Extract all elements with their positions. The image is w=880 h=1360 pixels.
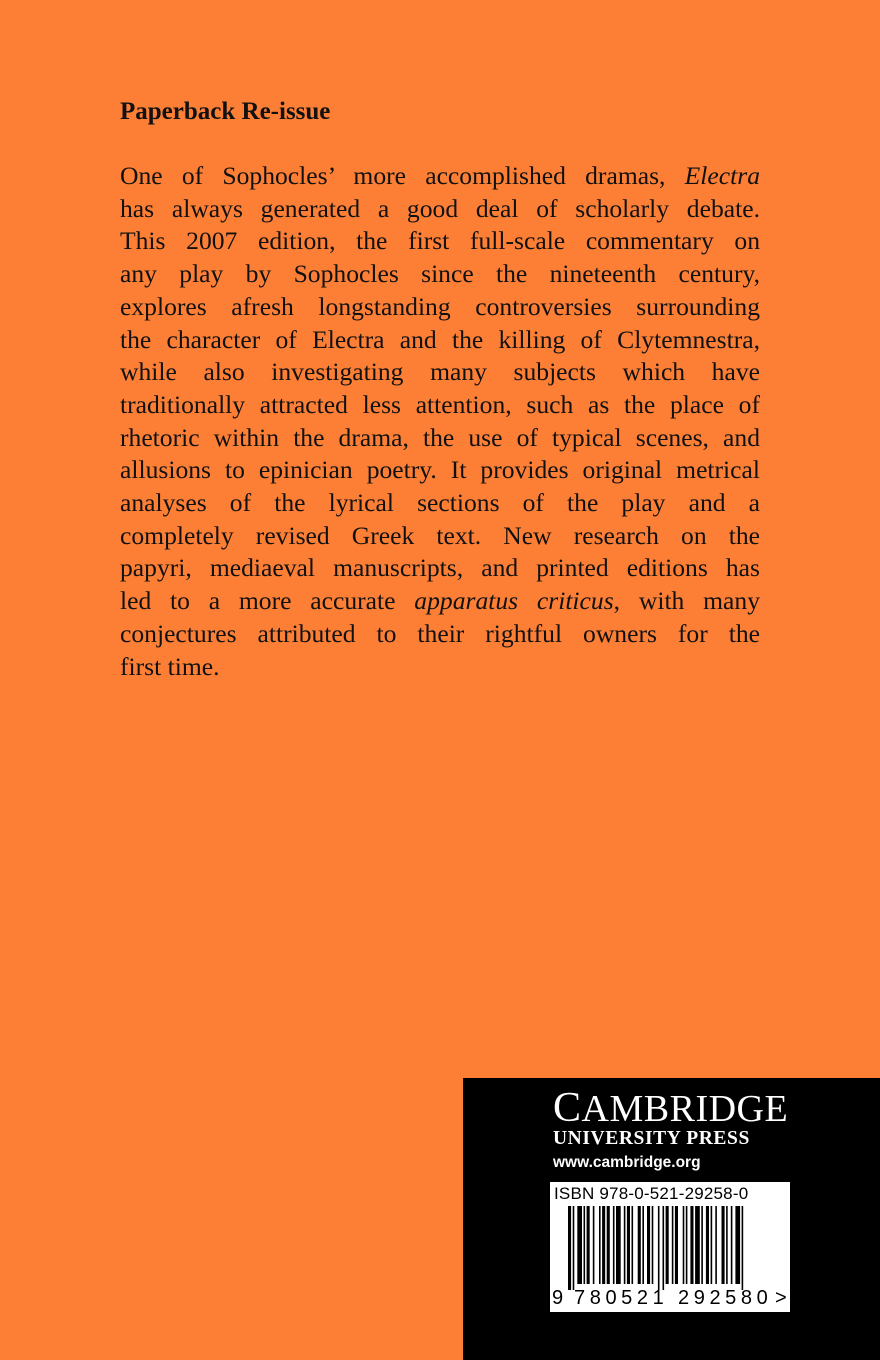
barcode-bar	[593, 1206, 595, 1284]
blurb-line: traditionally attracted less attention, such as the place of	[120, 389, 760, 419]
publisher-subtitle: UNIVERSITY PRESS	[553, 1128, 750, 1149]
barcode-bar	[577, 1206, 582, 1284]
blurb-line: led to a more accurate apparatus criticus, with many	[120, 586, 761, 616]
barcode-digits	[550, 1287, 790, 1311]
barcode-bar	[652, 1206, 654, 1284]
barcode-group-2: 292580	[678, 1287, 773, 1309]
blurb-line: completely revised Greek text. New research on the	[120, 520, 760, 550]
barcode-bar	[613, 1206, 615, 1284]
barcode-bar	[683, 1206, 685, 1284]
barcode-bar	[672, 1206, 674, 1284]
barcode-bar	[587, 1206, 590, 1284]
barcode-bar	[599, 1206, 601, 1284]
blurb-line: explores afresh longstanding controversies surrounding	[120, 291, 760, 321]
blurb	[120, 160, 760, 683]
barcode-bar	[715, 1206, 717, 1284]
blurb-line: One of Sophocles’ more accomplished dramas, Electra	[120, 161, 760, 190]
publisher-block	[463, 1078, 880, 1360]
barcode-bar	[602, 1206, 605, 1284]
barcode-bar	[616, 1206, 621, 1284]
blurb-line: while also investigating many subjects which have	[120, 357, 760, 387]
barcode-bar	[722, 1206, 725, 1284]
publisher-url: www.cambridge.org	[553, 1154, 701, 1171]
barcode-group-1: 780521	[574, 1287, 669, 1309]
barcode-bar	[726, 1206, 728, 1284]
barcode-bar	[658, 1206, 660, 1290]
blurb-line: the character of Electra and the killing of Clytemnestra,	[120, 324, 760, 354]
heading: Paperback Re-issue	[120, 98, 331, 125]
blurb-line: first time.	[120, 651, 220, 681]
italic-title: apparatus criticus	[414, 586, 614, 616]
barcode-bar	[607, 1206, 610, 1284]
italic-title: Electra	[684, 161, 760, 190]
isbn-barcode	[550, 1182, 790, 1312]
isbn-label: ISBN 978-0-521-29258-0	[554, 1184, 749, 1203]
barcode-bar	[686, 1206, 688, 1284]
barcode-bar	[666, 1206, 669, 1284]
barcode-bar	[695, 1206, 700, 1284]
blurb-line: rhetoric within the drama, the use of typical scenes, and	[120, 422, 760, 452]
barcode-bar	[632, 1206, 634, 1284]
barcode-bar	[663, 1206, 665, 1290]
barcode-bar	[638, 1206, 641, 1284]
barcode-bar	[627, 1206, 630, 1284]
blurb-line: papyri, mediaeval manuscripts, and printed editions has	[120, 553, 760, 583]
blurb-line: allusions to epinician poetry. It provides original metrical	[120, 455, 760, 485]
blurb-line: any play by Sophocles since the nineteenth century,	[120, 259, 760, 289]
blurb-line: conjectures attributed to their rightful owners for the	[120, 618, 760, 648]
publisher-logo: CAMBRIDGE	[553, 1085, 789, 1131]
barcode-bar	[690, 1206, 693, 1284]
barcode-bar	[735, 1206, 740, 1284]
barcode-bar	[675, 1206, 678, 1284]
blurb-line: analyses of the lyrical sections of the play and a	[120, 488, 760, 518]
barcode-bar	[701, 1206, 703, 1284]
blurb-line: has always generated a good deal of scholarly debate.	[120, 193, 760, 223]
barcode-bar	[642, 1206, 644, 1284]
barcode-bar	[568, 1206, 571, 1290]
barcode-bar	[624, 1206, 626, 1284]
barcode-bar	[742, 1206, 744, 1290]
barcode-bar	[573, 1206, 575, 1290]
blurb-line: This 2007 edition, the first full-scale commentary on	[120, 226, 760, 256]
barcode-bar	[647, 1206, 650, 1284]
barcode-bar	[731, 1206, 733, 1284]
barcode-bar	[711, 1206, 713, 1284]
barcode-end-mark: >	[775, 1287, 787, 1309]
barcode-first-digit: 9	[552, 1287, 564, 1309]
barcode-bar	[584, 1206, 586, 1284]
barcode-bar	[706, 1206, 709, 1284]
